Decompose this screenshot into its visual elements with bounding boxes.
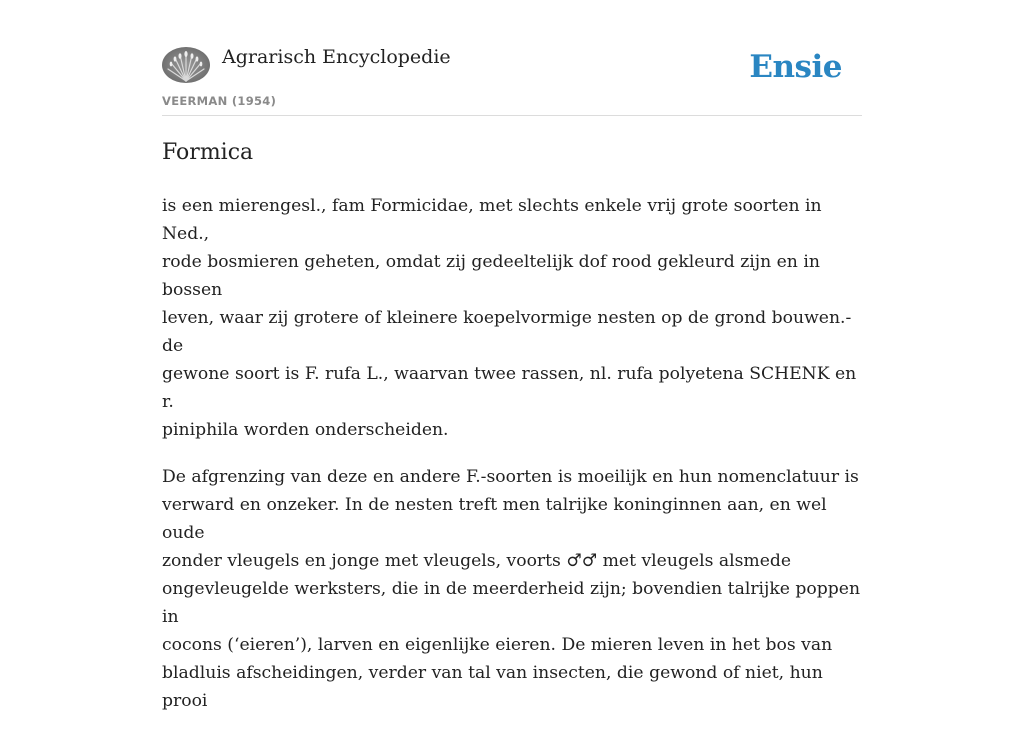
article-body (162, 192, 862, 734)
article-header (162, 0, 862, 116)
paragraph: De afgrenzing van deze en andere F.-soorten is moeilijk en hun nomenclatuur is verward en onzeker. In de nesten treft men talrijke koninginnen aan, en wel oude zonder vleugels en jonge met vleugels, voorts ♂♂ met vleugels alsmede ongevleugelde werksters, die in de meerderheid zijn; bovendien talrijke poppen in cocons (‘eieren’), larven en eigenlijke eieren. De mieren leven in het bos van bladluis afscheidingen, verder van tal van insecten, die gewond of niet, hun prooi (162, 467, 861, 711)
brand-logo[interactable]: Ensie (749, 49, 842, 85)
article-container (162, 0, 862, 711)
wheat-sheaf-icon[interactable] (162, 47, 210, 83)
paragraph: is een mierengesl., fam Formicidae, met slechts enkele vrij grote soorten in Ned., rode bosmieren geheten, omdat zij gedeeltelijk dof rood gekleurd zijn en in bossen leven, waar zij grotere of kleinere koepelvormige nesten op de grond bouwen.-de gewone soort is F. rufa L., waarvan twee rassen, nl. rufa polyetena SCHENK en r. piniphila worden onderscheiden. (162, 196, 857, 440)
source-title[interactable]: Agrarisch Encyclopedie (222, 46, 451, 68)
author-year: VEERMAN (1954) (162, 94, 277, 108)
article-title: Formica (162, 140, 254, 165)
